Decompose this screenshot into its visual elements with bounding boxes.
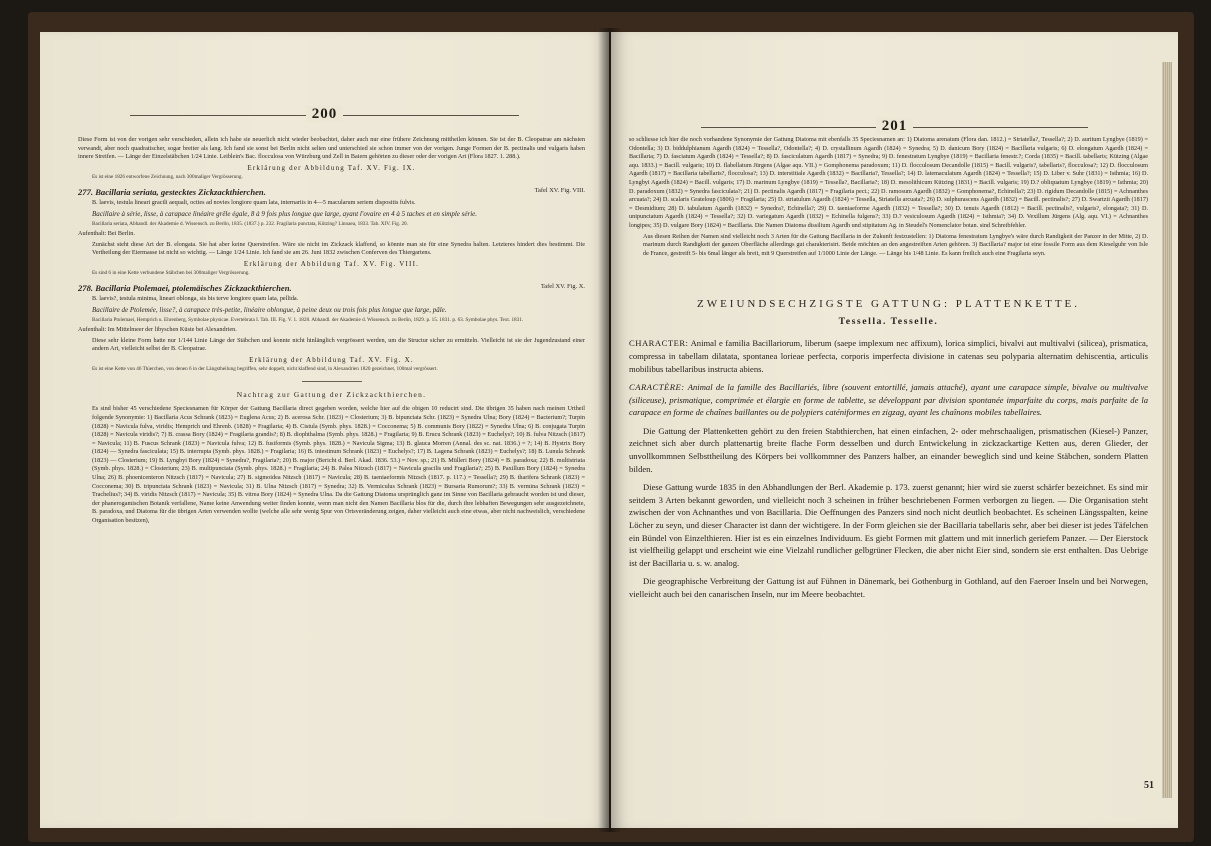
species-278-references: Bacillaria Ptolemaei, Hemprich u. Ehrenberg, Symbolae physicae. Evertebrata I. Tab. III. Fig. V. 1. 1828. Abhandl. der Akademie d. Wissensch. zu Berlin, 1829. p. 15. 1831. p. 63. Symbolae phys. Text. 1831. [92,316,524,323]
species-277-latin: B. laevis, testula lineari gracili aequali, octies ad novies longiore quam lata, internariis in 4—5 macularum seriem dispositis fulvis. [92,199,416,207]
genus-paragraph-1: Die Gattung der Plattenketten gehört zu den freien Stabthierchen, hat einen einfachen, 2- oder mehrschaaligen, prismatischen (Kiesel-) Panzer, zeichnet sich aber durch plattenartig breite flache Form desselben und durch Entwickelung in zickzackartige Ketten aus, deren Glieder, der unvollkommnen Selbsttheilung des Körpers bei vollkommner des Panzers halber, an einander beweglich sind und keine Stäbchen, sondern Platten bilden. [629,425,1148,474]
genus-paragraph-2: Diese Gattung wurde 1835 in den Abhandlungen der Berl. Akademie p. 173. zuerst genannt; hier wird sie zuerst schärfer bezeichnet. Es sind mir seitdem 3 Arten bekannt geworden, und vielleicht noch 3 scheinen in früher beschriebenen Formen verborgen zu liegen. — Die Organisation steht zwischen der von Achnanthes und von Bacillaria. Die Oeffnungen des Panzers sind noch nicht deutlich beobachtet. Es scheinen Längsspalten, keine Löcher zu seyn, und dieser Character ist dann der wichtigere. In der Form gleichen sie der Bacillaria tabellaris sehr, aber bei dieser ist jedes Täfelchen ein Bündel von Einzelthieren. Hier ist es ein einzelnes Individuum. Es giebt Formen mit glattem und mit innerlich geriefem Panzer. — Der Eierstock ist vielfheilig gelappt und erscheint wie eine Vielzahl rundlicher gelbgrüner Flecken, die aber nicht Eier sind, sondern sie erst enthalten. Das Uebrige ist der Bacillaria u. s. w. analog. [629,482,1148,568]
character-latin: CHARACTER: Animal e familia Bacillariorum, liberum (saepe implexum nec affixum), lorica simplici, bivalvi aut multivalvi (silicea), prismatica, compressa in tabellam dilatata, spontanea lorieae perfecta, corporis imperfecta divisione in catenas seu polyparia alternatim dehiscentia, articulis mobilibus tabellaribus instructa abiens. [629,338,1148,374]
figure-explanation-2: Erklärung der Abbildung Taf. XV. Fig. VIII. [243,259,420,268]
page-number-right: 201 [611,118,1178,135]
nachtrag-text: Es sind bisher 45 verschiedene Speciesnamen für Körper der Gattung Bacillaria direct gegeben worden, welche hier auf die obigen 10 reducirt sind. Die übrigen 35 haben nach meinen Urtheil folgende Synonymie: 1) Bacillaria Acus Schrank (1823) = Euglena Acus; 2) B. acerosa Schr. (1823) = Closterium; 3) B. bipunctata Schr. (1823) = Synedra Ulna; Bory (1824) = Bacterium?; Turpin (1828) = Navicula fulva, viridis; Hemprich und Ehrenb. (1828) = Fragilaria; 4) B. Cistula (Symb. phys. 1828.) = Cocconema; 5) B. communis Bory (1822) = Synedra Ulna; 6) B. conjugata Turpin (1828) = Navicula viridis?; 7) B. crassa Bory (1824) = Fragilaria grandis?; 8) B. diophthalma (Symb. phys. 1828.) = Fragilaria; 9) B. Erucu Schrank (1823) = Euchelys?; 10) B. fulva Nitzsch (1817) = Navicula; 11) B. Fuscus Schrank (1823) = Navicula fulva; 12) B. fusiformis (Symb. phys. 1828.) = Navicula Sigma; 13) B. glauca Morren (Annal. des sc. nat. 1836.) = ?; 14) B. Hystrix Bory (1824) — Synedra fasciculata; 15) B. interrupta (Symb. phys. 1828.) = Fragilaria; 16) B. intestinum Schrank (1823) = Euchelys?; 17) B. Lagena Schrank (1823) = Euchelys?; 18) B. Lunula Schrank (1823) — Closterium; 19) B. Lyngbyi Bory (1824) = Synedra?, Fragilaria?; 20) B. major (Bericht d. Berl. Akad. 1836. 53.) = Nov. sp.; 21) B. Mülleri Bory (1824) = B. paradoxa; 22) B. multistriata (Symb. phys. 1828.) = Closterium; 23) B. multipunctata (Symb. phys. 1828.) = Fragilaria; 24) B. Palea Nitzsch (1817) = Navicula gracilis und Fragilaria?; 25) B. Paxillum Bory (1824) = Synedra Ulna; 26) B. phoenicenteron Nitzsch (1817) = Navicula; 27) B. sigmoidea Nitzsch (1817) = Navicula; 28) B. taeniaeformis Nitzsch (1817. p. 117.) = Tessella?; 29) B. tharifera Schrank (1823) = Cocconema; 30) B. tripunctata Schrank (1823) = Navicula; 31) B. Ulna Nitzsch (1817) = Synedra; 32) B. Vermiculus Schrank (1823) = Bursaria Rumorum?; 33) B. vermina Schrank (1823) = Trachelius?; 34) B. viridis Nitzsch (1817) = Navicula; 35) B. vitrea Bory (1824) = Synedra Ulna. Da die Gattung Diatoma ursprünglich ganz im Sinne von Bacillaria gebraucht worden ist und dieser, der phanerogamischen Botanik verfallene, Name keine Anwendung weiter finden konnte, wenn man nicht den Namen Bacillaria blos für die, durch ihre lebhaften Bewegungen sehr ausgezeichnete, B. paradoxa, und Diatoma für die übrigen Arten verwenden wollte (welche alle sehr wenig Spur von Ortsveränderung zeigen, daher vielleicht auch eine etwas, aber nicht nachweislich, verschiedene Organisation besitzen), [92,405,585,525]
genus-paragraph-3: Die geographische Verbreitung der Gattung ist auf Fühnen in Dänemark, bei Gothenburg in Gothland, auf den Faeroer Inseln und bei Norwegen, vielleicht auch bei den canarischen Inseln, nur im Meere beobachtet. [629,576,1148,599]
intro-paragraph: Diese Form ist von der vorigen sehr verschieden, allein ich habe sie neuerlich nicht wieder beobachtet, daher auch nur eine frühere Zeichnung mittheilen können. Sie ist der B. Cleopatrae am nächsten verwandt, aber noch quadratischer, sogar breiter als lang. Ich fand sie sonst bei Berlin nicht selten und unterschied sie schon immer von der vorigen. Junge Formen der B. pectinalis und vulgaris haben innere Streifen. — Länge der Einzelstäbchen 1/24 Linie. Leiblein's Bac. flocculosa von Würzburg und Zell in Baiern gehörten zu dieser oder der vorigen Art (Flora 1827. 1. 288.). [78,136,585,161]
species-278-french: Bacillaire de Ptolemée, lisse?, à carapace très-petite, linéaire oblongue, à peine deux ou trois fois plus longue que large, pâle. [92,305,447,314]
genus-title: ZWEIUNDSECHZIGSTE GATTUNG: PLATTENKETTE. [696,298,1081,311]
species-278-text: Diese sehr kleine Form hatte nur 1/144 Linie Länge der Stäbchen und konnte nicht hinlänglich vergrössert werden, um die Structur sicher zu ermitteln. Vielleicht ist sie der Jugendzustand einer andern Art, vielleicht selbst der B. Cleopatrae. [92,336,585,353]
figure-explanation-2-text: Es sind 6 in eine Kette verbundene Stäbchen bei 300maliger Vergrösserung. [92,270,250,277]
synonymy-remarks: Aus diesen Reihen der Namen sind vielleicht noch 3 Arten für die Gattung Bacillaria in der Zukunft festzustellen: 1) Diatoma fenestratum Lyngbye's wäre durch Randigkeit der Panzer in der Mitte, 2) D. marinum durch Randigkeit der ganzen Oberfläche allerdings gut charakterisirt. Beide möchten an den angestreiften Arten gehören. 3) Bacillaria? major ist eine fossile Form aus dem Kieselguhr von Isle de France, gestreift 5- bis 6mal länger als breit, mit 9 Querstreifen auf 1/1000 Linie der Länge. — Länge bis 1/48 Linie. Es kann freilich auch eine Fragilaria seyn. [643,232,1148,257]
figure-explanation-3: Erklärung der Abbildung Taf. XV. Fig. X. [249,355,414,364]
species-277-french: Bacillaire à série, lisse, à carapace linéaire grêle égale, 8 à 9 fois plus longue que large, ayant l'ovaire en 4 à 5 taches et en simple série. [92,209,477,218]
book-spread [28,12,1194,842]
species-278-latin: B. laevis?, testula minima, lineari oblonga, sis bis terve longiore quam lata, pellida. [92,295,299,303]
figure-explanation-1-text: Es ist eine 1826 entworfene Zeichnung, nach 300maliger Vergrösserung. [92,174,243,181]
figure-explanation-1: Erklärung der Abbildung Taf. XV. Fig. IX. [247,163,416,172]
species-278-habitat: Aufenthalt: Im Mittelmeer der libyschen Küste bei Alexandrien. [78,325,237,333]
right-page [611,32,1178,828]
species-277-heading: 277. Bacillaria seriata, gestecktes Zickzackthierchen. Tafel XV. Fig. VIII. [78,187,585,198]
species-278-heading: 278. Bacillaria Ptolemaei, ptolemäisches Zickzackthierchen. Tafel XV. Fig. X. [78,283,585,294]
synonymy-diatoma: so schliesse ich hier die noch vorhandene Synonymie der Gattung Diatoma mit ebenfalls 35 Speciesnamen an: 1) Diatoma arenatum (Flora dan. 1812.) = Striatella?, Tessella?; 2) D. auritum Lyngbye (1819) = Odontella; 3) D. biddulphianum Agardh (1824) = Tessella?, Odontella?; 4) D. crystallinum Agardh (1824) = Synedra; 5) D. danicum Bory (1824) = Bacillaria vulgaris; 6) D. elongatum Agardh (1824) = Bacillaria; 7) D. fasciatum Agardh (1824) = Tessella?; 8) D. fasciculatum Agardh (1817) = Synedra; 9) D. fenestratum Lyngbye (1819) = Bacillaria fenestr.?; Corda (1835) = Bacill. tabellaris; Kützing (Algae aqu. 1833.) = Bacill. vulgaris; 10) D. flabellatum Jürgens (Algae aqu. VII.) = Gomphonema paradoxum; 11) D. flocculosum Decandolle (1815) = Bacill. vulgaris?, tabellaris?, flocculosa?; 12) D. flocculosum Agardh (1817) = Bacillaria tabellaris?, flocculosa?; 13) D. interstitiale Agardh (1832) = Bacillaria?, Tessella?; 14) D. latemaculatum Agardh (1824) = Tessella?; 15) D. Liber v. Suhr (1831) = Isthmia; 16) D. Lyngbyi Agardh (1824) = Bacill. vulgaris; 17) D. marinum Lyngbye (1819) = Tessella?, Bacillaria?; 18) D. mesolithicum Kützing (1831) = Bacill. vulgaris; 19) D.? obliquatum Lyngbye (1819) = Isthmia; 20) D. paradoxum (1832) = Synedra fasciculata?; 21) D. pectinalis Agardh (1817) = Fragilaria pect.; 22) D. ramosum Agardh (1832) = Gomphonema?, Echinella?; 23) D. rigidum Decandolle (1815) = Achnanthes arcuata?; 24) D. scalaris Grateloup (1806) = Fragilaria; 25) D. striatulum Agardh (1824) = Tessella, Striatella arcuata?; 26) D. sulphurascens Agardh (1832) = Bacill. pectinalis?; 27) D. Swartzii Agardh (1817) = Desmidium; 28) D. tabulatum Agardh (1832) = Synedra?, Echinella?; 29) D. taeniaeforme Agardh (1832) = Tessella?; 30) D. tenuis Agardh (1812) = Bacill. pectinalis?, vulgaris?, elongata?; 31) D. unipunctatum Agardh (1824) = Tessella?; 32) D. variegatum Agardh (1832) = Echinella fulgens?; 33) D.? vesiculosum Agardh (1824) = Isthmia?; 34) D. Vexillum Jürgens (Alg. aqu. VI.) = Achnanthes longipes; 35) D. vulgare Bory (1824) = Bacillaria. Die Namen Diatoma dissilium Agardh und stipitatum Ag. in Steudel's Nomenclator botan. sind Schreibfehler. [629,136,1148,229]
signature-number: 51 [1144,780,1154,791]
nachtrag-title: Nachtrag zur Gattung der Zickzackthierchen. [236,390,427,400]
caractere-french: CARACTÈRE: Animal de la famille des Bacillariés, libre (souvent entortillé, jamais attaché), ayant une carapace simple, bivalve ou multivalve (siliceuse), prismatique, comprimée et élargie en forme de tablette, se développant par division spontanée imparfaite du corps, mais parfaite de la carapace en forme de chaînes baillantes ou de polypiers caténiformes en zigzag, ayant les chaînons mobiles tabellaires. [629,382,1148,418]
genus-name: Tessella. Tesselle. [838,316,939,328]
page-edges [1162,62,1172,798]
left-page [40,32,609,828]
species-277-habitat: Aufenthalt: Bei Berlin. [78,229,135,237]
species-277-text: Zunächst steht diese Art der B. elongata. Sie hat aber keine Querstreifen. Wäre sie nicht im Zickzack klaffend, so könnte man sie für eine Synedra halten. Letzteres hindert dies bestimmt. Die Vertheilung der Eiermasse ist nicht so wichtig. — Länge 1/24 Linie. Ich fand sie am 26. Juni 1832 zwischen Conferven des Thiergartens. [92,240,585,257]
page-number-left: 200 [40,106,609,123]
species-277-references: Bacillaria seriata, Abhandl. der Akademie d. Wissensch. zu Berlin, 1835. (1837.) p. 232. Fragilaria punctata, Kützing? Linnaea, 1833. Tab. XIV. Fig. 20. [92,220,408,227]
section-divider [302,381,362,382]
figure-explanation-3-text: Es ist eine Kette von 46 Thierchen, von denen 6 in der Längstheilung begriffen, sehr doppelt, nicht klaffend sind, in Alexandrien 1820 gezeichnet, 100mal vergrössert. [92,366,438,373]
